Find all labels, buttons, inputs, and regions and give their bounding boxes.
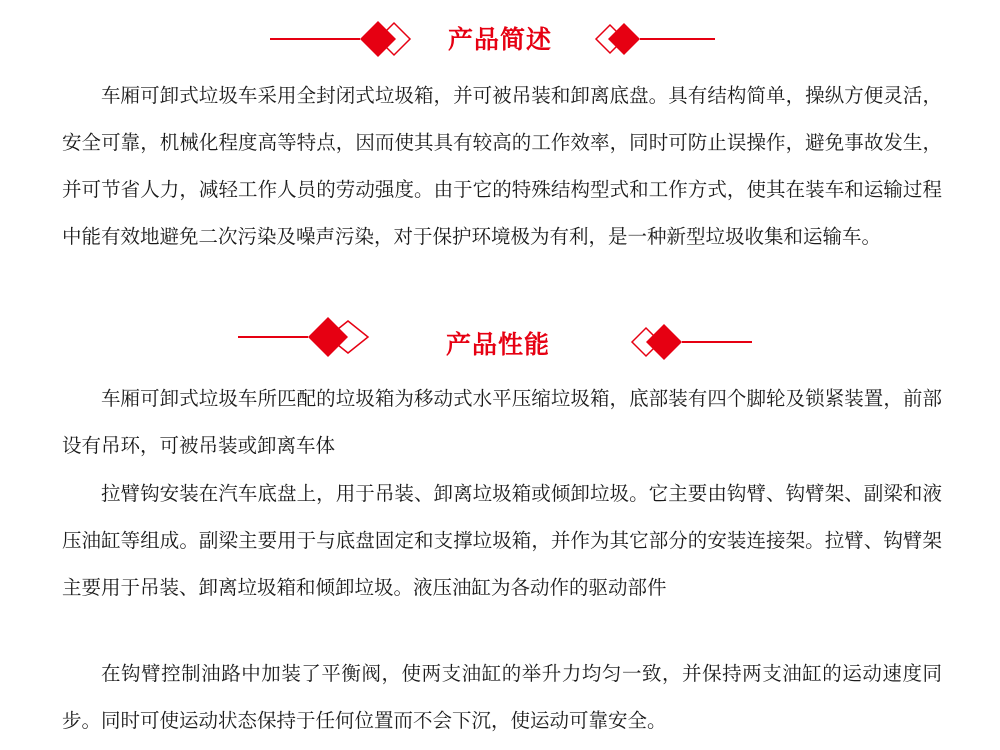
section-header-overview bbox=[0, 12, 1000, 62]
left-ornament bbox=[270, 21, 410, 57]
performance-paragraph-2: 拉臂钩安装在汽车底盘上，用于吊装、卸离垃圾箱或倾卸垃圾。它主要由钩臂、钩臂架、副梁和液压油缸等组成。副梁主要用于与底盘固定和支撑垃圾箱，并作为其它部分的安装连接架。拉臂、钩臂架主要用于吊装、卸离垃圾箱和倾卸垃圾。液压油缸为各动作的驱动部件 bbox=[62, 482, 942, 599]
performance-paragraph-1: 车厢可卸式垃圾车所匹配的垃圾箱为移动式水平压缩垃圾箱，底部装有四个脚轮及锁紧装置，前部设有吊环，可被吊装或卸离车体 bbox=[62, 387, 942, 457]
section-title-performance: 产品性能 bbox=[445, 330, 550, 359]
right-ornament bbox=[596, 23, 715, 55]
left-ornament bbox=[238, 317, 368, 357]
performance-paragraph-3: 在钩臂控制油路中加装了平衡阀，使两支油缸的举升力均匀一致，并保持两支油缸的运动速度同步。同时可使运动状态保持于任何位置而不会下沉，使运动可靠安全。 bbox=[62, 662, 942, 732]
overview-paragraph: 车厢可卸式垃圾车采用全封闭式垃圾箱，并可被吊装和卸离底盘。具有结构简单，操纵方便灵活，安全可靠，机械化程度高等特点，因而使其具有较高的工作效率，同时可防止误操作，避免事故发生，并可节省人力，减轻工作人员的劳动强度。由于它的特殊结构型式和工作方式，使其在装车和运输过程中能有效地避免二次污染及噪声污染，对于保护环境极为有利，是一种新型垃圾收集和运输车。 bbox=[62, 84, 942, 248]
right-ornament bbox=[632, 324, 752, 360]
section-header-performance bbox=[0, 317, 1000, 367]
section-title-overview: 产品简述 bbox=[447, 25, 552, 54]
